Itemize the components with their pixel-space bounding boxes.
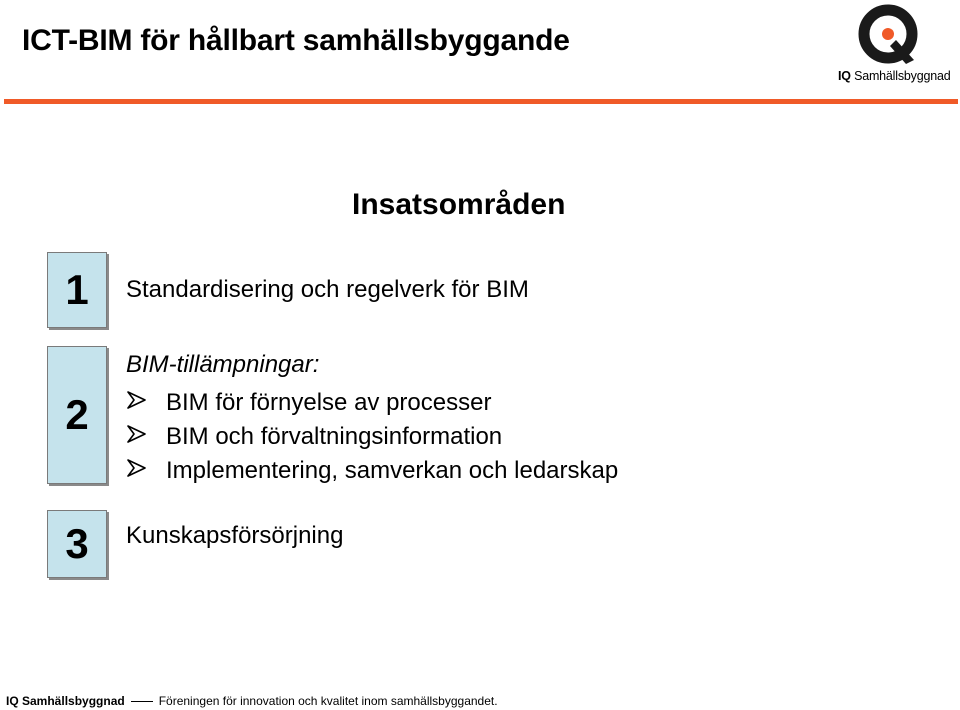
footer-tagline: Föreningen för innovation och kvalitet inom samhällsbyggandet. [158, 694, 498, 708]
iq-logo [832, 2, 950, 86]
area-number-2: 2 [47, 346, 107, 484]
section-heading: Insatsområden [352, 188, 566, 221]
footer [6, 694, 498, 708]
list-item [126, 454, 618, 488]
bullet-text: BIM och förvaltningsinformation [166, 423, 503, 450]
bullet-text: Implementering, samverkan och ledarskap [166, 457, 619, 484]
footer-org: IQ Samhällsbyggnad [6, 694, 125, 708]
area-number-3: 3 [47, 510, 107, 578]
area-2-heading: BIM-tillämpningar: [126, 351, 320, 378]
footer-dash [131, 701, 153, 702]
area-2-bullet-list [126, 386, 618, 488]
area-number-1: 1 [47, 252, 107, 328]
page-title: ICT-BIM för hållbart samhällsbyggande [22, 24, 570, 57]
area-3-text: Kunskapsförsörjning [126, 522, 344, 549]
arrowhead-bullet-icon [126, 423, 166, 451]
bullet-text: BIM för förnyelse av processer [166, 389, 492, 416]
arrowhead-bullet-icon [126, 389, 166, 417]
arrowhead-bullet-icon [126, 457, 166, 485]
iq-logo-icon [856, 2, 926, 68]
header-divider [4, 99, 958, 104]
list-item [126, 420, 618, 454]
area-1-text: Standardisering och regelverk för BIM [126, 276, 529, 303]
logo-wordmark: IQ Samhällsbyggnad [838, 69, 951, 83]
list-item [126, 386, 618, 420]
